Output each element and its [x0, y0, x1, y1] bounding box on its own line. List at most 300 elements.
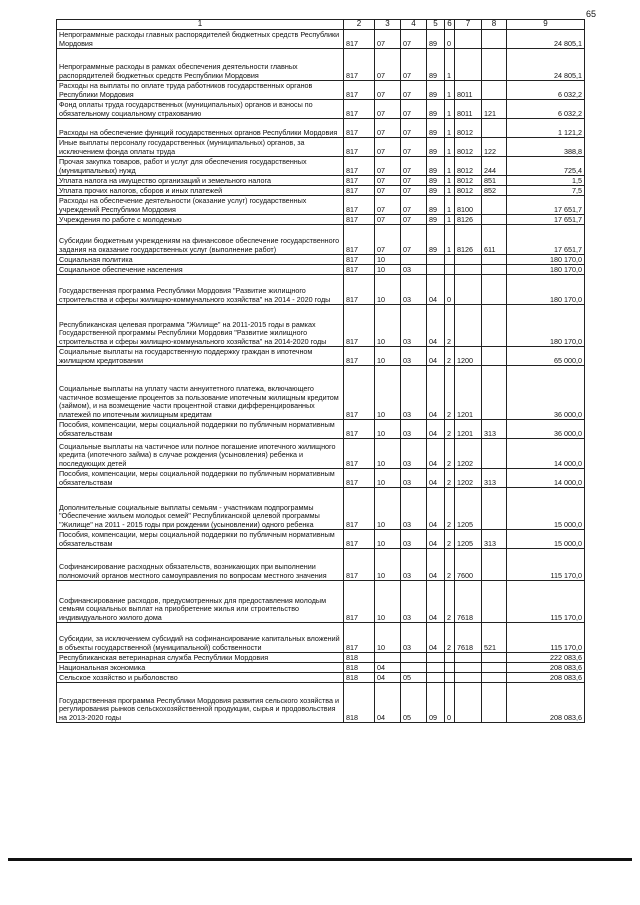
row-expense-type-code: 313	[482, 420, 507, 439]
row-section-code	[375, 653, 401, 663]
header-cell: 8	[482, 20, 507, 30]
row-subprogram-code: 2	[445, 469, 455, 488]
row-program-code: 89	[427, 176, 445, 186]
row-ministry-code: 817	[344, 138, 375, 157]
row-ministry-code: 817	[344, 30, 375, 49]
table-row	[57, 196, 585, 215]
row-program-code: 04	[427, 549, 445, 581]
table-row	[57, 157, 585, 176]
row-subsection-code: 03	[401, 469, 427, 488]
page-number: 65	[586, 9, 597, 19]
row-subsection-code: 07	[401, 157, 427, 176]
row-subprogram-code: 2	[445, 623, 455, 653]
row-amount: 208 083,6	[507, 673, 585, 683]
table-row	[57, 176, 585, 186]
table-row	[57, 30, 585, 49]
row-subprogram-code: 2	[445, 366, 455, 420]
header-cell: 3	[375, 20, 401, 30]
row-program-code	[427, 663, 445, 673]
row-description: Пособия, компенсации, меры социальной поддержки по публичным нормативным обязательствам	[57, 530, 344, 549]
row-article-code	[455, 275, 482, 305]
row-program-code: 89	[427, 81, 445, 100]
table-row	[57, 549, 585, 581]
row-program-code: 89	[427, 138, 445, 157]
row-program-code: 04	[427, 530, 445, 549]
row-program-code: 04	[427, 347, 445, 366]
row-expense-type-code: 852	[482, 186, 507, 196]
row-expense-type-code	[482, 119, 507, 138]
row-amount: 7,5	[507, 186, 585, 196]
row-ministry-code: 817	[344, 176, 375, 186]
row-subprogram-code: 1	[445, 225, 455, 255]
row-program-code: 89	[427, 30, 445, 49]
row-ministry-code: 817	[344, 225, 375, 255]
row-amount: 208 083,6	[507, 683, 585, 723]
row-subprogram-code: 2	[445, 347, 455, 366]
row-subprogram-code: 0	[445, 683, 455, 723]
table-row	[57, 138, 585, 157]
row-subprogram-code: 1	[445, 119, 455, 138]
table-row	[57, 469, 585, 488]
row-article-code: 1205	[455, 488, 482, 530]
table-row	[57, 581, 585, 623]
row-subprogram-code: 1	[445, 157, 455, 176]
row-article-code: 7600	[455, 549, 482, 581]
row-ministry-code: 817	[344, 469, 375, 488]
row-ministry-code: 817	[344, 157, 375, 176]
row-expense-type-code: 121	[482, 100, 507, 119]
row-expense-type-code: 244	[482, 157, 507, 176]
row-expense-type-code: 313	[482, 469, 507, 488]
row-amount: 180 170,0	[507, 265, 585, 275]
table-row	[57, 215, 585, 225]
row-article-code: 8012	[455, 186, 482, 196]
row-ministry-code: 817	[344, 530, 375, 549]
row-program-code: 04	[427, 305, 445, 347]
row-subprogram-code: 2	[445, 581, 455, 623]
row-description: Республиканская ветеринарная служба Республики Мордовия	[57, 653, 344, 663]
row-subprogram-code: 2	[445, 549, 455, 581]
row-description: Иные выплаты персоналу государственных (муниципальных) органов, за исключением фонда оплаты труда	[57, 138, 344, 157]
row-article-code	[455, 49, 482, 81]
row-amount: 36 000,0	[507, 366, 585, 420]
row-subsection-code: 03	[401, 265, 427, 275]
table-row	[57, 225, 585, 255]
table-row	[57, 673, 585, 683]
row-description: Прочая закупка товаров, работ и услуг для обеспечения государственных (муниципальных) нужд	[57, 157, 344, 176]
table-row	[57, 119, 585, 138]
row-subsection-code: 07	[401, 225, 427, 255]
row-amount: 14 000,0	[507, 439, 585, 469]
table-header	[57, 20, 585, 30]
row-subsection-code: 07	[401, 100, 427, 119]
row-section-code: 07	[375, 138, 401, 157]
row-amount: 15 000,0	[507, 488, 585, 530]
row-section-code: 07	[375, 30, 401, 49]
row-section-code: 07	[375, 81, 401, 100]
row-ministry-code: 818	[344, 663, 375, 673]
row-section-code: 10	[375, 420, 401, 439]
row-subsection-code: 07	[401, 196, 427, 215]
table-row	[57, 623, 585, 653]
row-section-code: 04	[375, 673, 401, 683]
header-cell: 9	[507, 20, 585, 30]
row-description: Софинансирование расходных обязательств, возникающих при выполнении полномочий органов местного самоуправления по вопросам местного значения	[57, 549, 344, 581]
row-article-code: 1201	[455, 420, 482, 439]
row-expense-type-code	[482, 275, 507, 305]
row-subsection-code: 05	[401, 673, 427, 683]
row-article-code	[455, 683, 482, 723]
row-section-code: 07	[375, 49, 401, 81]
row-description: Социальные выплаты на уплату части аннуитетного платежа, включающего частичное возмещение процентов за пользование ипотечным жилищным кредитом (займом), и на возмещение части процентной ставки дифференцированных платежей по ипотечным жилищным кредитам	[57, 366, 344, 420]
row-subsection-code: 03	[401, 305, 427, 347]
row-ministry-code: 817	[344, 439, 375, 469]
row-program-code	[427, 255, 445, 265]
row-expense-type-code	[482, 81, 507, 100]
row-description: Непрограммные расходы главных распорядителей бюджетных средств Республики Мордовия	[57, 30, 344, 49]
row-program-code: 89	[427, 100, 445, 119]
row-subprogram-code: 1	[445, 196, 455, 215]
row-ministry-code: 818	[344, 653, 375, 663]
table-row	[57, 488, 585, 530]
row-section-code: 10	[375, 439, 401, 469]
row-article-code: 1201	[455, 366, 482, 420]
row-section-code: 07	[375, 176, 401, 186]
row-amount: 115 170,0	[507, 581, 585, 623]
row-ministry-code: 817	[344, 420, 375, 439]
header-cell: 4	[401, 20, 427, 30]
row-amount: 725,4	[507, 157, 585, 176]
row-subsection-code: 07	[401, 30, 427, 49]
row-description: Фонд оплаты труда государственных (муниципальных) органов и взносы по обязательному социальному страхованию	[57, 100, 344, 119]
row-section-code: 10	[375, 549, 401, 581]
row-expense-type-code	[482, 366, 507, 420]
row-program-code: 89	[427, 225, 445, 255]
row-description: Национальная экономика	[57, 663, 344, 673]
row-description: Уплата налога на имущество организаций и земельного налога	[57, 176, 344, 186]
row-program-code: 89	[427, 196, 445, 215]
row-section-code: 10	[375, 530, 401, 549]
row-expense-type-code	[482, 30, 507, 49]
row-description: Пособия, компенсации, меры социальной поддержки по публичным нормативным обязательствам	[57, 469, 344, 488]
row-section-code: 10	[375, 623, 401, 653]
row-article-code	[455, 305, 482, 347]
row-amount: 388,8	[507, 138, 585, 157]
row-subprogram-code: 1	[445, 100, 455, 119]
row-article-code: 8012	[455, 138, 482, 157]
row-ministry-code: 817	[344, 196, 375, 215]
row-expense-type-code: 313	[482, 530, 507, 549]
row-amount: 17 651,7	[507, 196, 585, 215]
table-row	[57, 81, 585, 100]
row-article-code	[455, 265, 482, 275]
row-amount: 24 805,1	[507, 30, 585, 49]
row-subprogram-code: 1	[445, 81, 455, 100]
row-article-code: 8126	[455, 215, 482, 225]
row-expense-type-code	[482, 215, 507, 225]
row-program-code: 09	[427, 683, 445, 723]
row-section-code: 04	[375, 663, 401, 673]
row-expense-type-code	[482, 549, 507, 581]
row-expense-type-code	[482, 581, 507, 623]
row-amount: 15 000,0	[507, 530, 585, 549]
row-subprogram-code: 1	[445, 215, 455, 225]
row-expense-type-code	[482, 196, 507, 215]
row-description: Софинансирование расходов, предусмотренных для предоставления молодым семьям социальных выплат на приобретение жилья или строительство индивидуального жилого дома	[57, 581, 344, 623]
row-ministry-code: 818	[344, 683, 375, 723]
row-subsection-code: 03	[401, 488, 427, 530]
row-expense-type-code	[482, 673, 507, 683]
table-row	[57, 420, 585, 439]
row-subsection-code: 07	[401, 49, 427, 81]
row-expense-type-code: 122	[482, 138, 507, 157]
row-description: Пособия, компенсации, меры социальной поддержки по публичным нормативным обязательствам	[57, 420, 344, 439]
row-section-code: 07	[375, 157, 401, 176]
row-subprogram-code	[445, 255, 455, 265]
row-article-code	[455, 673, 482, 683]
row-section-code: 10	[375, 581, 401, 623]
row-subsection-code: 05	[401, 683, 427, 723]
row-description: Уплата прочих налогов, сборов и иных платежей	[57, 186, 344, 196]
row-amount: 180 170,0	[507, 255, 585, 265]
row-expense-type-code: 611	[482, 225, 507, 255]
row-ministry-code: 817	[344, 305, 375, 347]
row-section-code: 10	[375, 305, 401, 347]
row-ministry-code: 817	[344, 581, 375, 623]
row-section-code: 04	[375, 683, 401, 723]
row-ministry-code: 817	[344, 215, 375, 225]
row-ministry-code: 817	[344, 255, 375, 265]
row-article-code: 8012	[455, 119, 482, 138]
row-subprogram-code: 2	[445, 488, 455, 530]
row-section-code: 07	[375, 186, 401, 196]
row-ministry-code: 817	[344, 81, 375, 100]
row-subprogram-code: 0	[445, 275, 455, 305]
row-subprogram-code: 0	[445, 30, 455, 49]
row-subsection-code: 07	[401, 119, 427, 138]
row-description: Учреждения по работе с молодежью	[57, 215, 344, 225]
row-expense-type-code	[482, 683, 507, 723]
row-ministry-code: 817	[344, 186, 375, 196]
row-amount: 65 000,0	[507, 347, 585, 366]
row-article-code	[455, 30, 482, 49]
row-subsection-code: 07	[401, 186, 427, 196]
row-subsection-code: 03	[401, 439, 427, 469]
table-row	[57, 366, 585, 420]
row-program-code: 04	[427, 275, 445, 305]
row-article-code: 7618	[455, 581, 482, 623]
row-amount: 115 170,0	[507, 549, 585, 581]
row-expense-type-code	[482, 265, 507, 275]
table-row	[57, 530, 585, 549]
row-expense-type-code	[482, 255, 507, 265]
row-ministry-code: 817	[344, 366, 375, 420]
bottom-rule	[8, 858, 632, 861]
header-cell: 2	[344, 20, 375, 30]
row-description: Субсидии, за исключением субсидий на софинансирование капитальных вложений в объекты государственной (муниципальной) собственности	[57, 623, 344, 653]
row-ministry-code: 817	[344, 119, 375, 138]
row-article-code	[455, 653, 482, 663]
row-subprogram-code: 2	[445, 439, 455, 469]
row-subprogram-code: 2	[445, 305, 455, 347]
row-amount: 14 000,0	[507, 469, 585, 488]
row-program-code: 89	[427, 49, 445, 81]
row-section-code: 07	[375, 196, 401, 215]
row-amount: 208 083,6	[507, 663, 585, 673]
row-description: Дополнительные социальные выплаты семьям - участникам подпрограммы "Обеспечение жильем молодых семей" Республиканской целевой программы "Жилище" на 2011 - 2015 годы при рождении (усыновлении) одного ребенка	[57, 488, 344, 530]
row-program-code: 04	[427, 623, 445, 653]
table-row	[57, 653, 585, 663]
row-subsection-code	[401, 653, 427, 663]
table-row	[57, 305, 585, 347]
row-amount: 180 170,0	[507, 275, 585, 305]
row-amount: 17 651,7	[507, 215, 585, 225]
row-program-code: 04	[427, 469, 445, 488]
budget-table	[56, 19, 585, 723]
row-amount: 1,5	[507, 176, 585, 186]
row-description: Государственная программа Республики Мордовия "Развитие жилищного строительства и сферы жилищно-коммунального хозяйства" на 2014 - 2020 годы	[57, 275, 344, 305]
row-program-code	[427, 653, 445, 663]
row-section-code: 10	[375, 347, 401, 366]
row-subprogram-code	[445, 265, 455, 275]
row-amount: 1 121,2	[507, 119, 585, 138]
row-expense-type-code	[482, 347, 507, 366]
row-article-code: 7618	[455, 623, 482, 653]
row-subsection-code: 07	[401, 81, 427, 100]
row-amount: 24 805,1	[507, 49, 585, 81]
row-subsection-code: 03	[401, 275, 427, 305]
table-row	[57, 265, 585, 275]
row-subprogram-code: 2	[445, 530, 455, 549]
row-article-code	[455, 663, 482, 673]
row-article-code: 1200	[455, 347, 482, 366]
row-expense-type-code	[482, 488, 507, 530]
row-section-code: 07	[375, 225, 401, 255]
row-article-code: 8011	[455, 100, 482, 119]
row-program-code: 89	[427, 215, 445, 225]
row-subsection-code: 07	[401, 138, 427, 157]
row-expense-type-code	[482, 653, 507, 663]
row-subprogram-code: 1	[445, 49, 455, 81]
row-description: Социальное обеспечение населения	[57, 265, 344, 275]
row-description: Расходы на обеспечение деятельности (оказание услуг) государственных учреждений Республики Мордовия	[57, 196, 344, 215]
row-expense-type-code	[482, 305, 507, 347]
row-expense-type-code	[482, 439, 507, 469]
table-row	[57, 347, 585, 366]
row-description: Субсидии бюджетным учреждениям на финансовое обеспечение государственного задания на оказание государственных услуг (выполнение работ)	[57, 225, 344, 255]
row-subsection-code	[401, 255, 427, 265]
row-program-code: 89	[427, 157, 445, 176]
row-subprogram-code: 1	[445, 138, 455, 157]
row-program-code: 04	[427, 420, 445, 439]
row-program-code: 04	[427, 581, 445, 623]
row-ministry-code: 817	[344, 275, 375, 305]
row-subsection-code: 07	[401, 176, 427, 186]
row-subsection-code: 03	[401, 530, 427, 549]
table-row	[57, 186, 585, 196]
row-program-code: 04	[427, 488, 445, 530]
header-cell: 6	[445, 20, 455, 30]
table-body	[57, 30, 585, 723]
table-row	[57, 439, 585, 469]
row-description: Социальные выплаты на государственную поддержку граждан в ипотечном жилищном кредитовании	[57, 347, 344, 366]
row-description: Сельское хозяйство и рыболовство	[57, 673, 344, 683]
row-amount: 6 032,2	[507, 100, 585, 119]
table-row	[57, 663, 585, 673]
row-article-code: 8100	[455, 196, 482, 215]
row-article-code	[455, 255, 482, 265]
row-expense-type-code: 521	[482, 623, 507, 653]
row-article-code: 8126	[455, 225, 482, 255]
row-amount: 180 170,0	[507, 305, 585, 347]
row-subsection-code: 03	[401, 366, 427, 420]
row-section-code: 10	[375, 265, 401, 275]
row-program-code: 04	[427, 366, 445, 420]
row-subsection-code: 03	[401, 623, 427, 653]
row-section-code: 10	[375, 469, 401, 488]
row-description: Государственная программа Республики Мордовия развития сельского хозяйства и регулирования рынков сельскохозяйственной продукции, сырья и продовольствия на 2013-2020 годы	[57, 683, 344, 723]
row-amount: 6 032,2	[507, 81, 585, 100]
header-cell: 1	[57, 20, 344, 30]
header-cell: 7	[455, 20, 482, 30]
row-description: Расходы на обеспечение функций государственных органов Республики Мордовия	[57, 119, 344, 138]
header-cell: 5	[427, 20, 445, 30]
row-section-code: 07	[375, 119, 401, 138]
row-ministry-code: 817	[344, 488, 375, 530]
row-ministry-code: 817	[344, 623, 375, 653]
row-ministry-code: 817	[344, 265, 375, 275]
row-subprogram-code: 1	[445, 186, 455, 196]
row-ministry-code: 817	[344, 100, 375, 119]
row-section-code: 10	[375, 488, 401, 530]
row-subsection-code: 03	[401, 420, 427, 439]
row-program-code: 89	[427, 186, 445, 196]
row-expense-type-code: 851	[482, 176, 507, 186]
table-row	[57, 100, 585, 119]
row-program-code: 04	[427, 439, 445, 469]
row-section-code: 10	[375, 366, 401, 420]
row-subsection-code: 07	[401, 215, 427, 225]
table-row	[57, 275, 585, 305]
row-description: Расходы на выплаты по оплате труда работников государственных органов Республики Мордовия	[57, 81, 344, 100]
row-ministry-code: 817	[344, 347, 375, 366]
row-description: Социальные выплаты на частичное или полное погашение ипотечного жилищного кредита (ипотечного займа) в случае рождения (усыновления) ребенка и последующих детей	[57, 439, 344, 469]
row-article-code: 8011	[455, 81, 482, 100]
table-row	[57, 255, 585, 265]
row-ministry-code: 817	[344, 49, 375, 81]
row-description: Социальная политика	[57, 255, 344, 265]
row-article-code: 1202	[455, 439, 482, 469]
row-program-code	[427, 265, 445, 275]
row-article-code: 1205	[455, 530, 482, 549]
row-expense-type-code	[482, 49, 507, 81]
row-article-code: 8012	[455, 176, 482, 186]
row-subprogram-code	[445, 673, 455, 683]
row-expense-type-code	[482, 663, 507, 673]
row-ministry-code: 818	[344, 673, 375, 683]
row-amount: 115 170,0	[507, 623, 585, 653]
row-program-code: 89	[427, 119, 445, 138]
row-article-code: 8012	[455, 157, 482, 176]
row-subprogram-code: 2	[445, 420, 455, 439]
row-amount: 17 651,7	[507, 225, 585, 255]
row-section-code: 10	[375, 275, 401, 305]
row-section-code: 07	[375, 215, 401, 225]
row-description: Республиканская целевая программа "Жилище" на 2011-2015 годы в рамках Государственной программы Республики Мордовия "Развитие жилищного строительства и сферы жилищно-коммунального хозяйства" на 2014-2020 годы	[57, 305, 344, 347]
row-subsection-code: 03	[401, 581, 427, 623]
table-row	[57, 683, 585, 723]
row-section-code: 07	[375, 100, 401, 119]
